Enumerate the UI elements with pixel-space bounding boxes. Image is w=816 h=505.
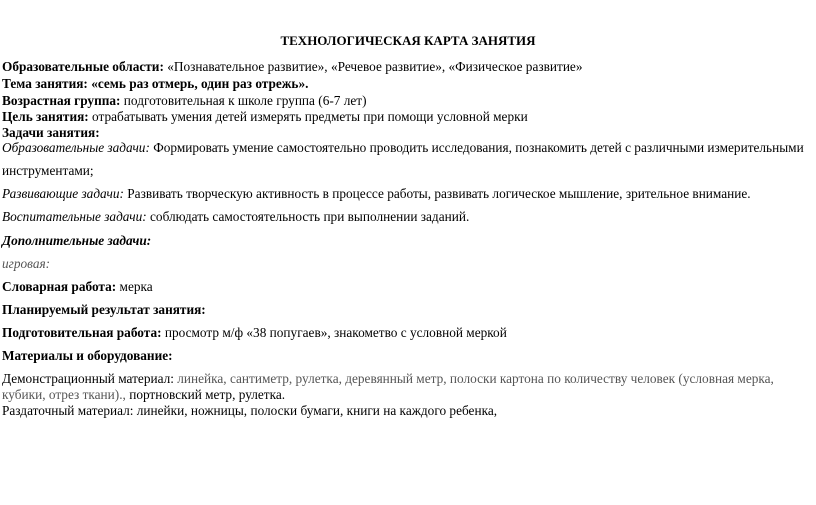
educational-line-2 — [2, 163, 94, 179]
upbringing-value: соблюдать самостоятельность при выполнении заданий. — [146, 209, 470, 224]
age-line — [2, 93, 367, 109]
handout-label: Раздаточный материал: — [2, 403, 134, 418]
goal-label: Цель занятия: — [2, 109, 89, 124]
upbringing-label: Воспитательные задачи: — [2, 209, 147, 224]
developing-label: Развивающие задачи: — [2, 186, 124, 201]
age-value: подготовительная к школе группа (6-7 лет) — [120, 93, 367, 108]
goal-value: отрабатывать умения детей измерять предметы при помощи условной мерки — [88, 109, 528, 124]
demo-value-line1: линейка, сантиметр, рулетка, деревянный метр, полоски картона по количеству человек (условная мерка, — [173, 371, 774, 386]
additional-line — [2, 233, 151, 249]
demo-line — [2, 371, 774, 387]
demo-value-line2: портновский метр, рулетка. — [125, 387, 286, 402]
materials-label: Материалы и оборудование: — [2, 348, 173, 363]
areas-line — [2, 59, 582, 75]
game-line — [2, 256, 50, 272]
topic-line — [2, 76, 308, 92]
prep-line — [2, 325, 507, 341]
vocab-label: Словарная работа: — [2, 279, 117, 294]
materials-line — [2, 348, 173, 364]
result-label: Планируемый результат занятия: — [2, 302, 206, 317]
game-label: игровая: — [2, 256, 51, 271]
vocab-value: мерка — [116, 279, 153, 294]
demo-value-line2-gray: кубики, отрез ткани)., — [2, 387, 126, 402]
demo-label: Демонстрационный материал: — [2, 371, 174, 386]
educational-value-line2: инструментами; — [2, 163, 94, 178]
age-label: Возрастная группа: — [2, 93, 121, 108]
educational-value-line1: Формировать умение самостоятельно проводить исследования, познакомить детей с различными измерительными — [149, 140, 804, 155]
developing-value: Развивать творческую активность в процессе работы, развивать логическое мышление, зрительное внимание. — [123, 186, 751, 201]
page-title: ТЕХНОЛОГИЧЕСКАЯ КАРТА ЗАНЯТИЯ — [280, 33, 536, 48]
demo-line-2 — [2, 387, 285, 403]
handout-line — [2, 403, 497, 419]
areas-value: «Познавательное развитие», «Речевое развитие», «Физическое развитие» — [163, 59, 583, 74]
topic-label: Тема занятия: «семь раз отмерь, один раз отрежь». — [2, 76, 309, 91]
developing-line — [2, 186, 751, 202]
handout-value: линейки, ножницы, полоски бумаги, книги на каждого ребенка, — [133, 403, 498, 418]
goal-line — [2, 109, 528, 125]
educational-line — [2, 140, 804, 156]
areas-label: Образовательные области: — [2, 59, 164, 74]
vocab-line — [2, 279, 153, 295]
upbringing-line — [2, 209, 469, 225]
prep-value: просмотр м/ф «38 попугаев», знакометво с условной меркой — [161, 325, 507, 340]
additional-label: Дополнительные задачи: — [2, 233, 152, 248]
tasks-header-label: Задачи занятия: — [2, 125, 100, 140]
tasks-header — [2, 125, 100, 141]
result-line — [2, 302, 206, 318]
prep-label: Подготовительная работа: — [2, 325, 162, 340]
educational-label: Образовательные задачи: — [2, 140, 150, 155]
